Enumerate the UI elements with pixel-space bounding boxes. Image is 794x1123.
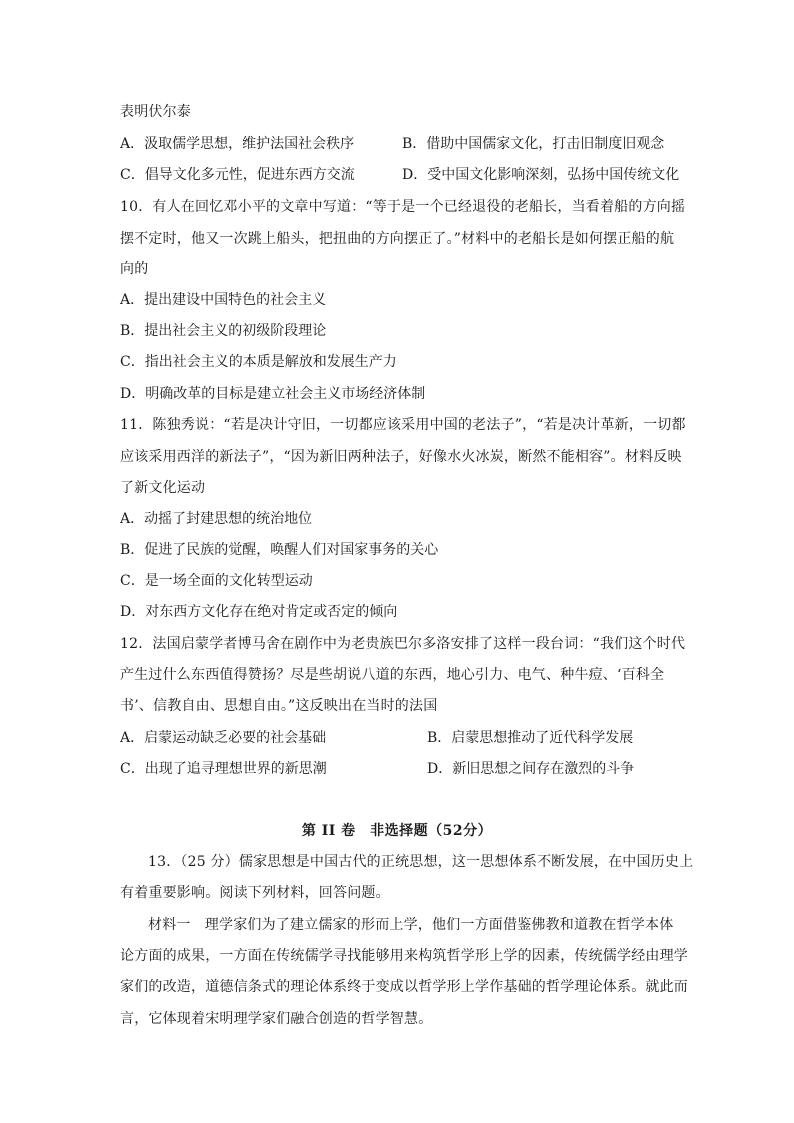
q13-material1-line: 言，它体现着宋明理学家们融合创造的哲学智慧。 [120,1011,433,1027]
q12-option-b: B．启蒙思想推动了近代科学发展 [427,730,634,746]
q10-option-c: C．指出社会主义的本质是解放和发展生产力 [120,354,397,370]
q13-stem-line: 13．（25 分）儒家思想是中国古代的正统思想，这一思想体系不断发展，在中国历史上 [148,854,694,870]
q11-stem-line: 了新文化运动 [120,480,206,496]
q12-stem-line: 书’、信教自由、思想自由。”这反映出在当时的法国 [120,698,438,714]
q9-stem-tail: 表明伏尔泰 [120,104,191,120]
q11-option-d: D．对东西方文化存在绝对肯定或否定的倾向 [120,604,398,620]
q10-option-a: A．提出建设中国特色的社会主义 [120,292,327,308]
q12-option-d: D．新旧思想之间存在激烈的斗争 [427,761,635,777]
q12-option-a: A．启蒙运动缺乏必要的社会基础 [120,730,327,746]
q13-material1-line: 家们的改造，道德信条式的理论体系终于变成以哲学形上学作基础的哲学理论体系。就此而 [120,979,688,995]
q9-option-a: A．汲取儒学思想，维护法国社会秩序 [120,136,355,152]
q12-stem-line: 产生过什么东西值得赞扬？尽是些胡说八道的东西，地心引力、电气、种牛痘、‘百科全 [120,667,665,683]
q11-stem-line: 应该采用西洋的新法子”，“因为新旧两种法子，好像水火冰炭，断然不能相容”。材料反映 [120,449,682,465]
q11-stem-line: 11．陈独秀说：“若是决计守旧，一切都应该采用中国的老法子”，“若是决计革新，一切都 [120,417,686,433]
q10-option-b: B．提出社会主义的初级阶段理论 [120,323,327,339]
q9-option-d: D．受中国文化影响深刻，弘扬中国传统文化 [402,167,680,183]
q13-material1-line: 论方面的成果，一方面在传统儒学寻找能够用来构筑哲学形上学的因素，传统儒学经由理学 [120,948,688,964]
q10-stem-line: 向的 [120,261,149,277]
q11-option-c: C．是一场全面的文化转型运动 [120,573,313,589]
q10-stem-line: 10．有人在回忆邓小平的文章中写道：“等于是一个已经退役的老船长，当看着船的方向摇 [120,199,686,215]
q10-stem-line: 摆不定时，他又一次跳上船头，把扭曲的方向摆正了。”材料中的老船长是如何摆正船的航 [120,231,675,247]
q12-option-c: C．出现了追寻理想世界的新思潮 [120,761,327,777]
q10-option-d: D．明确改革的目标是建立社会主义市场经济体制 [120,386,426,402]
section-title: 第 II 卷 非选择题（52分） [301,823,493,839]
q9-option-b: B．借助中国儒家文化，打击旧制度旧观念 [402,136,665,152]
q11-option-a: A．动摇了封建思想的统治地位 [120,511,313,527]
q9-option-c: C．倡导文化多元性，促进东西方交流 [120,167,355,183]
q13-material1-line: 材料一 理学家们为了建立儒家的形而上学，他们一方面借鉴佛教和道教在哲学本体 [148,917,674,933]
q13-stem-line: 有着重要影响。阅读下列材料，回答问题。 [120,885,390,901]
q12-stem-line: 12．法国启蒙学者博马舍在剧作中为老贵族巴尔多洛安排了这样一段台词：“我们这个时代 [120,636,686,652]
q11-option-b: B．促进了民族的觉醒，唤醒人们对国家事务的关心 [120,542,439,558]
